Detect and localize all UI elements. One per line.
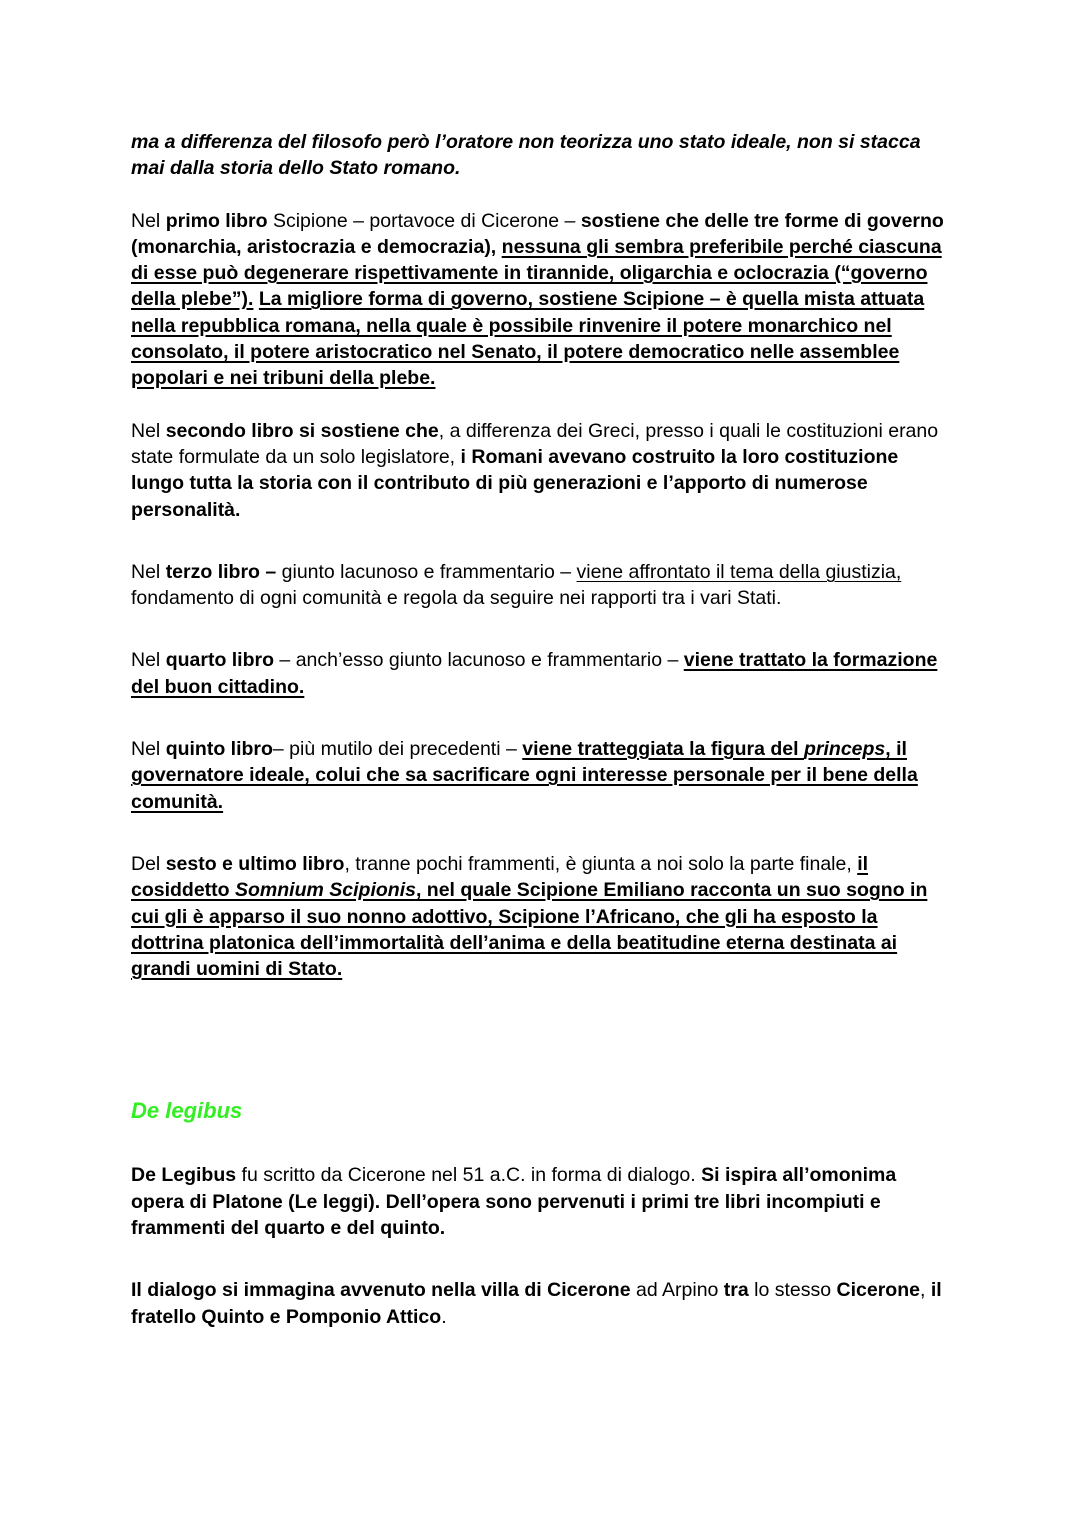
text-run-bold-underlined: il cosiddetto	[131, 852, 869, 902]
document-page	[131, 129, 951, 1330]
text-run: Scipione – portavoce di Cicerone –	[267, 209, 581, 232]
text-run-bold: i Romani avevano costruito la loro costituzione lungo tutta la storia con il contributo di più generazioni e l’apporto di numerose personalità.	[131, 445, 899, 521]
text-run: fu scritto da Cicerone nel 51 a.C. in forma di dialogo.	[236, 1164, 702, 1187]
text-run-bold-italic-underlined: Somnium Scipionis	[235, 879, 416, 902]
text-run: Nel	[131, 560, 166, 583]
de-legibus-intro-paragraph	[131, 1162, 951, 1241]
text-run: ad Arpino	[630, 1279, 724, 1302]
text-run-bold: secondo libro si sostiene che	[165, 419, 439, 442]
text-run-bold-underlined: La migliore forma di governo, sostiene Scipione – è quella mista attuata nella repubblica romana, nella quale è possibile rinvenire il potere monarchico nel consolato, il potere aristocratico nel Senato, il potere democratico nelle assemblee popolari e nei tribuni della plebe.	[131, 288, 925, 390]
text-run: Nel	[131, 649, 166, 672]
text-run: lo stesso	[748, 1279, 837, 1302]
second-book-paragraph	[131, 418, 951, 523]
text-run-bold: quinto libro	[165, 738, 273, 761]
text-run: giunto lacunoso e frammentario –	[276, 560, 577, 583]
text-run: , tranne pochi frammenti, è giunta a noi solo la parte finale,	[344, 852, 858, 875]
text-run-bold: De Legibus	[131, 1164, 237, 1187]
fourth-book-paragraph	[131, 647, 951, 700]
text-run: Nel	[131, 738, 166, 761]
text-run-bold-underlined: , il governatore ideale, colui che sa sacrificare ogni interesse personale per il bene della comunità.	[131, 738, 918, 813]
text-run-bold: sostiene che delle tre forme di governo (monarchia, aristocrazia e democrazia),	[131, 209, 944, 258]
text-run-bold-underlined: viene trattato la formazione del buon cittadino.	[131, 649, 938, 698]
text-run-bold: tra	[723, 1279, 749, 1302]
intro-text: ma a differenza del filosofo però l’oratore non teorizza uno stato ideale, non si stacca mai dalla storia dello Stato romano.	[131, 131, 921, 180]
text-run-bold-underlined: , nel quale Scipione Emiliano racconta un suo sogno in cui gli è apparso il suo nonno adottivo, Scipione l’Africano, che gli ha esposto la dottrina platonica dell’immortalità dell’anima e della beatitudine eterna destinata ai grandi uomini di Stato.	[131, 879, 928, 981]
intro-paragraph	[131, 129, 951, 182]
text-run: Del	[131, 852, 166, 875]
text-run-bold-underlined: nessuna gli sembra preferibile perché ciascuna di esse può degenerare rispettivamente in tirannide, oligarchia e oclocrazia (“governo della plebe”).	[131, 235, 942, 311]
sixth-book-paragraph	[131, 851, 951, 982]
text-run-bold-italic-underlined: princeps	[804, 738, 886, 761]
text-run-bold: quarto libro	[165, 649, 275, 672]
text-run: – anch’esso giunto lacunoso e frammentario –	[274, 649, 684, 672]
text-run: .	[441, 1305, 447, 1328]
text-run: – più mutilo dei precedenti –	[272, 738, 523, 761]
text-run: , a differenza dei Greci, presso i quali le costituzioni erano state formulate da un solo legislatore,	[131, 419, 939, 468]
text-run-underlined: viene affrontato il tema della giustizia,	[576, 560, 902, 583]
first-book-paragraph	[131, 208, 951, 392]
text-run-bold-underlined: viene tratteggiata la figura del	[522, 738, 804, 761]
text-run: ,	[919, 1279, 931, 1302]
de-legibus-dialogue-paragraph	[131, 1277, 951, 1330]
text-run-bold: primo libro	[165, 209, 268, 232]
third-book-paragraph	[131, 559, 951, 612]
text-run-bold: Cicerone	[836, 1279, 920, 1302]
text-run: Nel	[131, 209, 166, 232]
text-run-bold: il fratello Quinto e Pomponio Attico	[131, 1279, 942, 1328]
text-run-bold: Si ispira all’omonima opera di Platone (Le leggi). Dell’opera sono pervenuti i primi tre libri incompiuti e frammenti del quarto e del quinto.	[131, 1164, 897, 1240]
text-run: Nel	[131, 419, 166, 442]
text-run-bold: Il dialogo si immagina avvenuto nella villa di Cicerone	[131, 1279, 631, 1302]
section-heading-de-legibus: De legibus	[131, 1098, 243, 1124]
text-run: fondamento di ogni comunità e regola da seguire nei rapporti tra i vari Stati.	[131, 587, 782, 610]
fifth-book-paragraph	[131, 736, 951, 815]
text-run-bold: terzo libro –	[165, 560, 277, 583]
text-run-bold: sesto e ultimo libro	[165, 852, 345, 875]
